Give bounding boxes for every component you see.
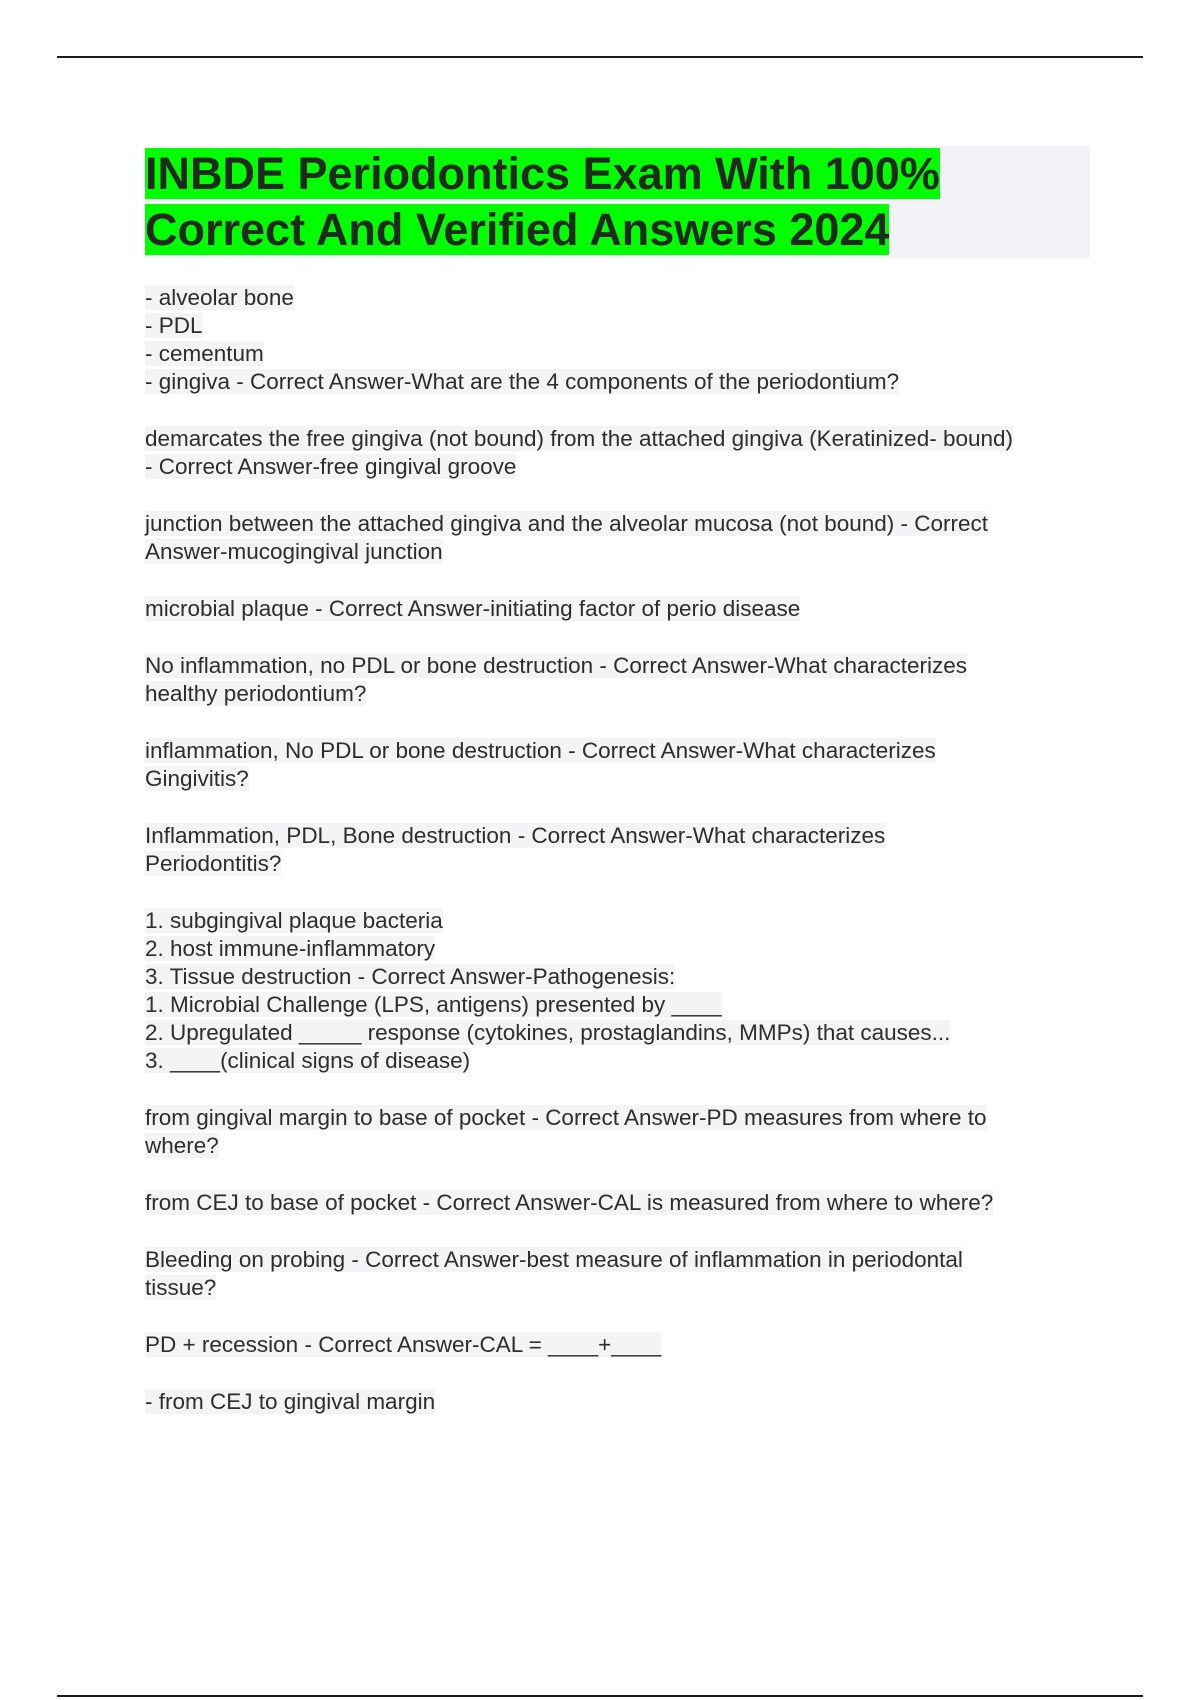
qa-line: [145, 1246, 1090, 1274]
qa-line-text: 3. Tissue destruction - Correct Answer-Pathogenesis:: [145, 964, 676, 989]
qa-line-text: Answer-mucogingival junction: [145, 539, 443, 564]
qa-line: [145, 538, 1090, 566]
qa-line-text: inflammation, No PDL or bone destruction - Correct Answer-What characterizes: [145, 738, 936, 763]
qa-line-text: - PDL: [145, 313, 203, 338]
qa-item: [145, 1388, 1090, 1416]
qa-line-text: 2. host immune-inflammatory: [145, 936, 436, 961]
qa-item: [145, 907, 1090, 1075]
qa-item: [145, 1189, 1090, 1217]
qa-line: [145, 1331, 1090, 1359]
qa-line-text: Bleeding on probing - Correct Answer-best measure of inflammation in periodontal: [145, 1247, 963, 1272]
qa-line-text: healthy periodontium?: [145, 681, 367, 706]
qa-line-text: Inflammation, PDL, Bone destruction - Correct Answer-What characterizes: [145, 823, 886, 848]
qa-line-text: - from CEJ to gingival margin: [145, 1389, 436, 1414]
qa-line-text: from gingival margin to base of pocket - Correct Answer-PD measures from where to: [145, 1105, 987, 1130]
qa-line: [145, 963, 1090, 991]
qa-line: [145, 822, 1090, 850]
qa-item: [145, 510, 1090, 566]
qa-line-text: where?: [145, 1133, 219, 1158]
qa-line-text: tissue?: [145, 1275, 217, 1300]
qa-line: [145, 1019, 1090, 1047]
top-rule: [57, 56, 1143, 58]
qa-line: [145, 765, 1090, 793]
qa-line-text: from CEJ to base of pocket - Correct Answer-CAL is measured from where to where?: [145, 1190, 994, 1215]
qa-line-text: - alveolar bone: [145, 285, 294, 310]
qa-item: [145, 737, 1090, 793]
qa-line-text: No inflammation, no PDL or bone destruction - Correct Answer-What characterizes: [145, 653, 968, 678]
qa-item: [145, 284, 1090, 396]
qa-line-text: PD + recession - Correct Answer-CAL = ____+____: [145, 1332, 662, 1357]
qa-line-text: - cementum: [145, 341, 264, 366]
qa-line: [145, 652, 1090, 680]
qa-line: [145, 510, 1090, 538]
qa-item: [145, 652, 1090, 708]
qa-line: [145, 1104, 1090, 1132]
page-title: [145, 146, 1090, 258]
qa-line: [145, 425, 1090, 453]
qa-line: [145, 1274, 1090, 1302]
qa-line-text: Gingivitis?: [145, 766, 249, 791]
qa-line: [145, 312, 1090, 340]
title-line-2: Correct And Verified Answers 2024: [145, 204, 890, 255]
qa-line-text: 2. Upregulated _____ response (cytokines, prostaglandins, MMPs) that causes...: [145, 1020, 951, 1045]
qa-line: [145, 680, 1090, 708]
qa-item: [145, 1246, 1090, 1302]
qa-item: [145, 595, 1090, 623]
qa-line: [145, 991, 1090, 1019]
qa-line: [145, 850, 1090, 878]
qa-line-text: Periodontitis?: [145, 851, 282, 876]
qa-line: [145, 1132, 1090, 1160]
qa-line-text: 3. ____(clinical signs of disease): [145, 1048, 471, 1073]
qa-line: [145, 284, 1090, 312]
qa-list: [145, 284, 1090, 1416]
qa-line: [145, 935, 1090, 963]
qa-line: [145, 453, 1090, 481]
bottom-rule: [57, 1695, 1143, 1697]
qa-line: [145, 1189, 1090, 1217]
qa-line: [145, 1047, 1090, 1075]
qa-line: [145, 907, 1090, 935]
qa-item: [145, 1104, 1090, 1160]
qa-line-text: microbial plaque - Correct Answer-initiating factor of perio disease: [145, 596, 801, 621]
qa-item: [145, 822, 1090, 878]
qa-line: [145, 595, 1090, 623]
title-block: [145, 146, 1090, 258]
qa-line-text: demarcates the free gingiva (not bound) from the attached gingiva (Keratinized- bound): [145, 426, 1014, 451]
qa-line: [145, 368, 1090, 396]
qa-line-text: junction between the attached gingiva and the alveolar mucosa (not bound) - Correct: [145, 511, 989, 536]
document-body: [145, 146, 1090, 1445]
qa-line-text: 1. subgingival plaque bacteria: [145, 908, 443, 933]
qa-line-text: - gingiva - Correct Answer-What are the 4 components of the periodontium?: [145, 369, 900, 394]
qa-line-text: 1. Microbial Challenge (LPS, antigens) presented by ____: [145, 992, 722, 1017]
qa-line-text: - Correct Answer-free gingival groove: [145, 454, 517, 479]
title-line-1: INBDE Periodontics Exam With 100%: [145, 148, 940, 199]
qa-line: [145, 1388, 1090, 1416]
qa-item: [145, 1331, 1090, 1359]
qa-line: [145, 737, 1090, 765]
qa-item: [145, 425, 1090, 481]
qa-line: [145, 340, 1090, 368]
